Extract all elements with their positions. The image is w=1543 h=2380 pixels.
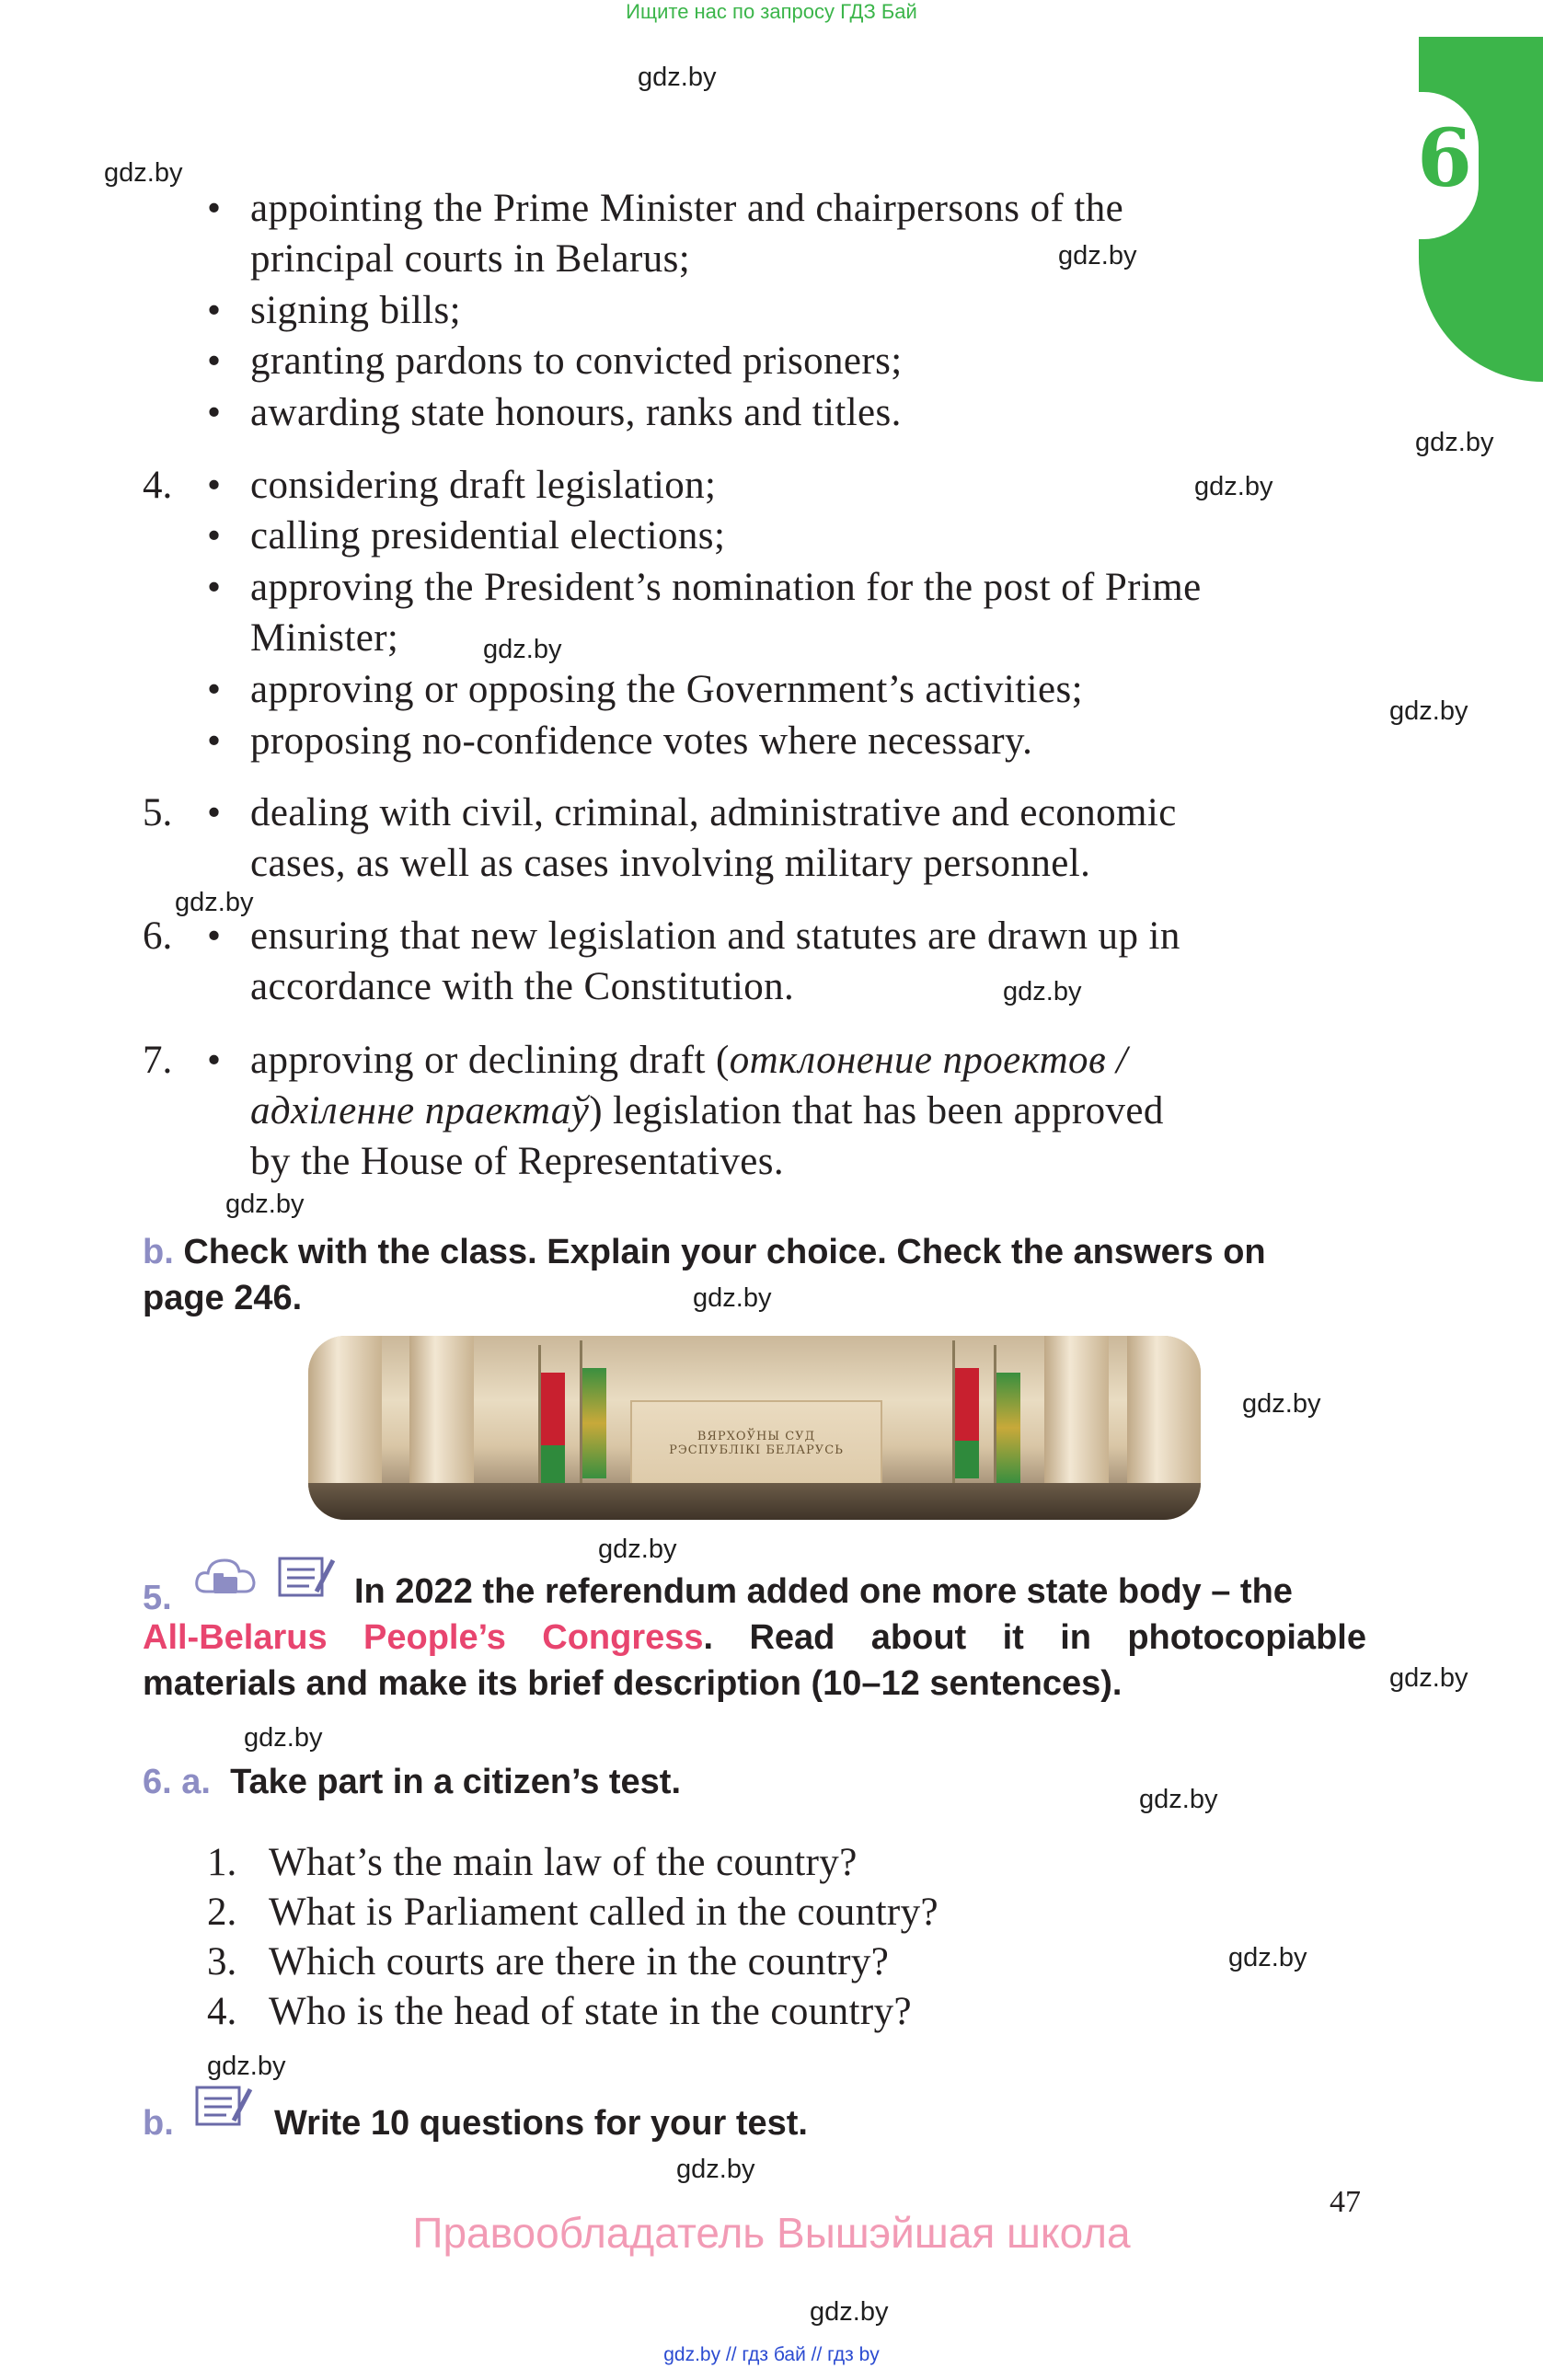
flag-green <box>582 1368 606 1478</box>
task-6a <box>143 1759 681 1805</box>
task-label: b. <box>143 1233 174 1271</box>
answer-line: appointing the Prime Minister and chairpersons of the <box>250 187 1124 230</box>
answer-line: cases, as well as cases involving military personnel. <box>250 842 1091 885</box>
top-banner: Ищите нас по запросу ГДЗ Бай <box>626 0 917 23</box>
chapter-number: 6 <box>1417 112 1472 205</box>
answer-line: granting pardons to convicted prisoners; <box>250 339 903 383</box>
watermark: gdz.by <box>1389 696 1468 726</box>
answer-line <box>250 1086 1164 1136</box>
bullet: • <box>207 289 222 332</box>
question-text: Who is the head of state in the country? <box>269 1990 913 2033</box>
answer-line: signing bills; <box>250 289 461 332</box>
answer-line: ensuring that new legislation and statutes are drawn up in <box>250 914 1180 958</box>
watermark: gdz.by <box>483 635 562 664</box>
watermark: gdz.by <box>810 2297 889 2327</box>
question-number: 1. <box>207 1841 237 1884</box>
bullet: • <box>207 464 222 507</box>
answer-text: approving or declining draft ( <box>250 1039 730 1082</box>
copyright-notice: Правообладатель Вышэйшая школа <box>412 2209 1131 2257</box>
answer-line: approving the President’s nomination for the post of Prime <box>250 566 1202 609</box>
watermark: gdz.by <box>207 2052 286 2081</box>
bullet: • <box>207 791 222 834</box>
notebook-pen-icon <box>276 1555 337 1601</box>
answer-line: accordance with the Constitution. <box>250 965 795 1008</box>
item-number: 4. <box>143 464 173 507</box>
bullet: • <box>207 339 222 383</box>
watermark: gdz.by <box>676 2155 755 2184</box>
translation-italic: отклонение проектов / <box>729 1039 1128 1082</box>
question-text: What is Parliament called in the country? <box>269 1891 939 1934</box>
notebook-pen-icon <box>193 2084 254 2130</box>
bullet: • <box>207 668 222 711</box>
answer-line: principal courts in Belarus; <box>250 237 691 281</box>
highlight-term: All-Belarus People’s Congress <box>143 1618 704 1657</box>
bullet: • <box>207 566 222 609</box>
task-text: Write 10 questions for your test. <box>274 2104 808 2143</box>
board-text: ВЯРХОЎНЫ СУД РЭСПУБЛІКІ БЕЛАРУСЬ <box>669 1430 844 1457</box>
flag-belarus <box>541 1373 565 1483</box>
answer-line: proposing no-confidence votes where necessary. <box>250 719 1033 763</box>
watermark: gdz.by <box>1228 1943 1307 1972</box>
watermark: gdz.by <box>598 1535 677 1564</box>
answer-line: considering draft legislation; <box>250 464 717 507</box>
answer-line: by the House of Representatives. <box>250 1140 785 1183</box>
bullet: • <box>207 1039 222 1082</box>
flag-belarus <box>955 1368 979 1478</box>
watermark: gdz.by <box>1003 977 1082 1006</box>
watermark: gdz.by <box>1139 1785 1218 1814</box>
answer-line: awarding state honours, ranks and titles. <box>250 391 902 434</box>
bullet: • <box>207 514 222 558</box>
task-text: Check with the class. Explain your choice. Check the answers on <box>183 1233 1266 1271</box>
bullet: • <box>207 914 222 958</box>
item-number: 5. <box>143 791 173 834</box>
cloud-folder-icon <box>193 1555 258 1604</box>
answer-line: calling presidential elections; <box>250 514 726 558</box>
flag-green <box>996 1373 1020 1483</box>
answer-text: ) legislation that has been approved <box>589 1089 1164 1133</box>
task-5-line: In 2022 the referendum added one more state body – the <box>354 1572 1293 1611</box>
watermark: gdz.by <box>1242 1389 1321 1419</box>
watermark: gdz.by <box>1058 241 1137 270</box>
task-text: page 246. <box>143 1279 303 1317</box>
question-text: Which courts are there in the country? <box>269 1940 890 1983</box>
bottom-links[interactable]: gdz.by // гдз бай // гдз by <box>663 2344 880 2365</box>
item-number: 7. <box>143 1039 173 1082</box>
bullet: • <box>207 719 222 763</box>
watermark: gdz.by <box>1194 472 1273 501</box>
question-number: 4. <box>207 1990 237 2033</box>
task-b-instruction <box>143 1229 1366 1321</box>
answer-line <box>250 1035 1128 1086</box>
item-number: 6. <box>143 914 173 958</box>
watermark: gdz.by <box>175 888 254 917</box>
question-number: 2. <box>207 1891 237 1934</box>
watermark: gdz.by <box>1415 428 1494 457</box>
watermark: gdz.by <box>638 63 717 92</box>
watermark: gdz.by <box>104 158 183 188</box>
answer-line: approving or opposing the Government’s activities; <box>250 668 1083 711</box>
task-label: 6. a. <box>143 1763 211 1801</box>
answer-line: dealing with civil, criminal, administrative and economic <box>250 791 1177 834</box>
watermark: gdz.by <box>1389 1663 1468 1693</box>
task-6b-label: b. <box>143 2104 174 2143</box>
supreme-court-photo <box>308 1336 1201 1520</box>
task-5-line: materials and make its brief description (10–12 sentences). <box>143 1664 1123 1703</box>
question-number: 3. <box>207 1940 237 1983</box>
watermark: gdz.by <box>693 1283 772 1313</box>
watermark: gdz.by <box>225 1190 305 1219</box>
answer-line: Minister; <box>250 616 399 660</box>
page-number: 47 <box>1330 2185 1361 2219</box>
task-5-label: 5. <box>143 1579 172 1617</box>
translation-italic: адхіленне праектаў <box>250 1089 590 1133</box>
watermark: gdz.by <box>244 1723 323 1753</box>
task-5-line: All-Belarus People’s Congress. Read about it in photocopiable <box>143 1618 1366 1657</box>
bullet: • <box>207 391 222 434</box>
question-text: What’s the main law of the country? <box>269 1841 858 1884</box>
bullet: • <box>207 187 222 230</box>
photo-floor <box>308 1483 1201 1520</box>
task-text: Take part in a citizen’s test. <box>230 1763 682 1801</box>
